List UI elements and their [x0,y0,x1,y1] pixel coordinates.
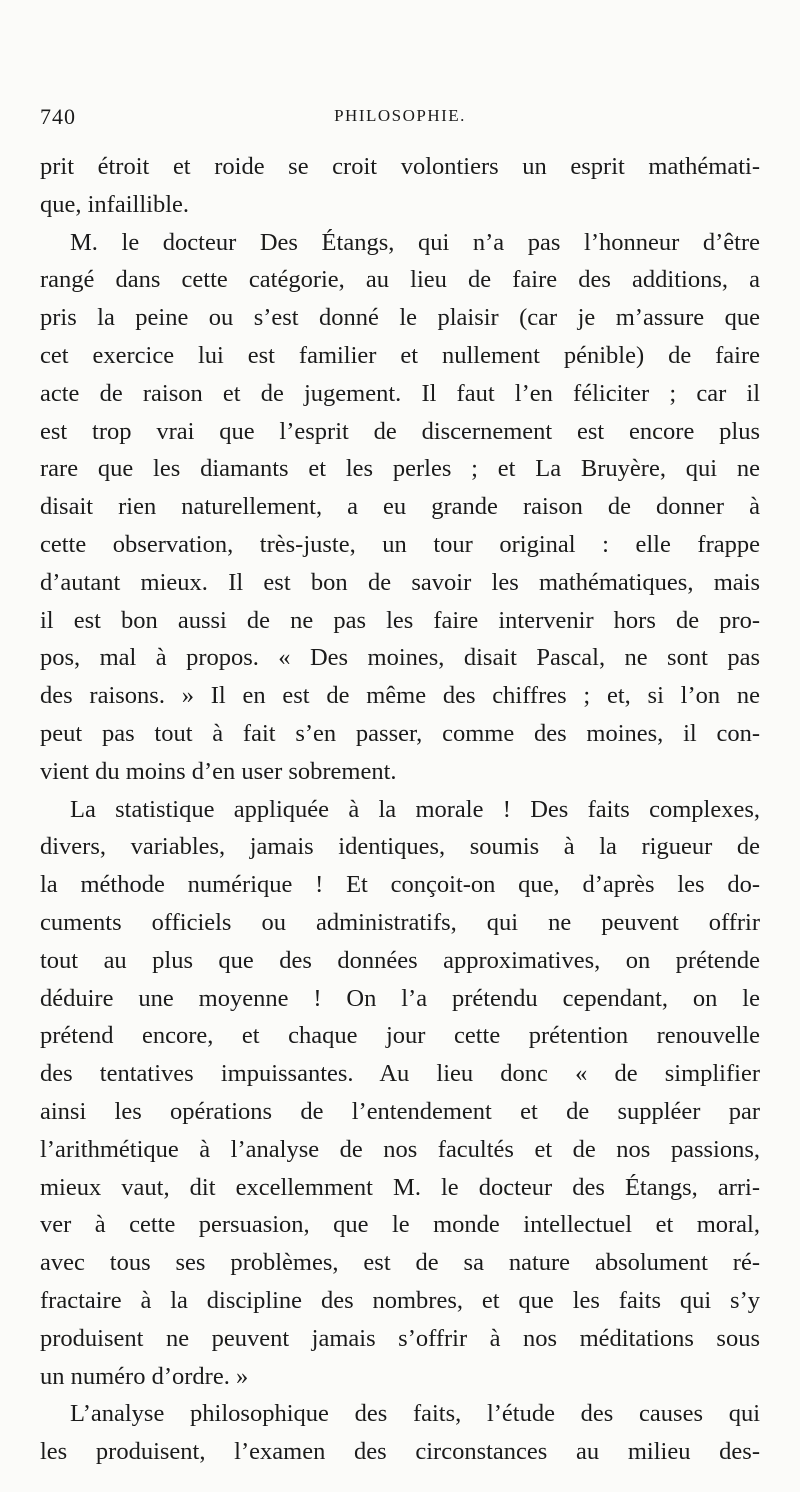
text-line: des raisons. » Il en est de même des chiffres ; et, si l’on ne [40,682,760,710]
text-line: cet exercice lui est familier et nullement pénible) de faire [40,341,760,369]
text-line: prit étroit et roide se croit volontiers un esprit mathémati- [40,153,760,180]
text-line: rare que les diamants et les perles ; et La Bruyère, qui ne [40,455,760,483]
text-line: un numéro d’ordre. » [40,1362,249,1390]
text-line: d’autant mieux. Il est bon de savoir les mathématiques, mais [40,568,760,596]
text-line: les produisent, l’examen des circonstances au milieu des- [40,1438,760,1466]
text-line: fractaire à la discipline des nombres, et que les faits qui s’y [40,1286,760,1314]
text-line: la méthode numérique ! Et conçoit-on que, d’après les do- [40,871,760,899]
text-line: il est bon aussi de ne pas les faire intervenir hors de pro- [40,606,760,634]
text-line: que, infaillible. [40,190,189,218]
text-line: La statistique appliquée à la morale ! Des faits complexes, [70,795,760,823]
text-line: disait rien naturellement, a eu grande raison de donner à [40,493,760,521]
text-line: produisent ne peuvent jamais s’offrir à nos méditations sous [40,1324,760,1352]
text-line: pris la peine ou s’est donné le plaisir (car je m’assure que [40,304,760,332]
page-header [40,104,760,134]
text-line: cette observation, très-juste, un tour original : elle frappe [40,530,760,558]
text-line: M. le docteur Des Étangs, qui n’a pas l’honneur d’être [70,228,760,256]
text-line: tout au plus que des données approximatives, on prétende [40,946,760,974]
text-line: des tentatives impuissantes. Au lieu donc « de simplifier [40,1060,760,1088]
text-line: L’analyse philosophique des faits, l’étude des causes qui [70,1400,760,1428]
text-line: peut pas tout à fait s’en passer, comme des moines, il con- [40,719,760,747]
text-line: l’arithmétique à l’analyse de nos facultés et de nos passions, [40,1135,760,1163]
page-number: 740 [40,104,76,129]
text-line: ainsi les opérations de l’entendement et de suppléer par [40,1097,760,1125]
text-line: vient du moins d’en user sobrement. [40,757,397,785]
text-line: divers, variables, jamais identiques, soumis à la rigueur de [40,833,760,861]
text-line: mieux vaut, dit excellemment M. le docteur des Étangs, arri- [40,1173,760,1201]
text-line: prétend encore, et chaque jour cette prétention renouvelle [40,1022,760,1050]
text-line: pos, mal à propos. « Des moines, disait Pascal, ne sont pas [40,644,760,672]
text-line: cuments officiels ou administratifs, qui ne peuvent offrir [40,908,760,936]
text-line: déduire une moyenne ! On l’a prétendu cependant, on le [40,984,760,1012]
text-line: avec tous ses problèmes, est de sa nature absolument ré- [40,1249,760,1277]
running-title: PHILOSOPHIE. [334,106,466,125]
text-line: rangé dans cette catégorie, au lieu de faire des additions, a [40,266,760,294]
text-line: ver à cette persuasion, que le monde intellectuel et moral, [40,1211,760,1239]
text-line: acte de raison et de jugement. Il faut l’en féliciter ; car il [40,379,760,407]
body-text [40,148,760,1471]
text-line: est trop vrai que l’esprit de discernement est encore plus [40,417,760,445]
